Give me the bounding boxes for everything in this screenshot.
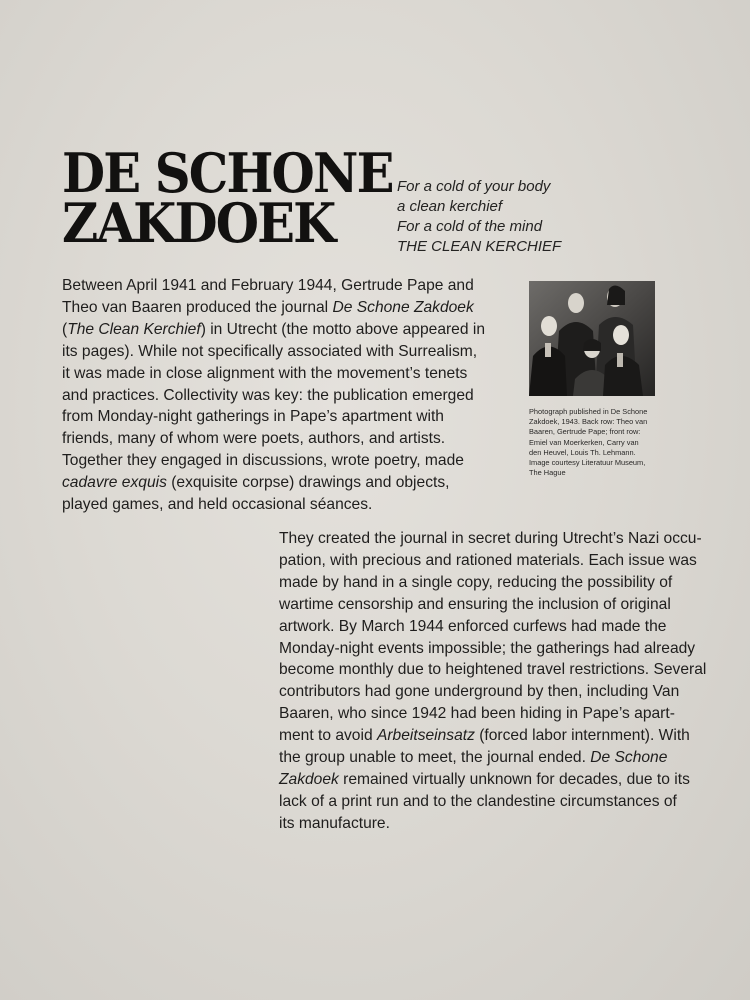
text-line: friends, many of whom were poets, authors, and artists. (62, 430, 446, 448)
text-line: become monthly due to heightened travel restrictions. Several (279, 661, 707, 679)
journal-name: De Schone Zakdoek (332, 298, 474, 316)
caption-line: den Heuvel, Louis Th. Lehmann. (529, 447, 636, 457)
caption-line: Photograph published in De Schone (529, 407, 648, 416)
text-line (62, 297, 512, 319)
motto-line-4: THE CLEAN KERCHIEF (397, 238, 562, 255)
text-line (279, 769, 719, 791)
text-line (279, 747, 719, 769)
text-span: the group unable to meet, the journal ended. (279, 749, 591, 767)
text-line: wartime censorship and ensuring the inclusion of original (279, 595, 671, 613)
journal-name: Zakdoek (279, 770, 339, 788)
text-line: and practices. Collectivity was key: the publication emerged (62, 386, 474, 404)
text-span: (forced labor internment). With (474, 727, 690, 745)
text-line: artwork. By March 1944 enforced curfews had made the (279, 617, 667, 635)
history-paragraph (279, 528, 719, 835)
caption-line: Zakdoek, 1943. Back row: Theo van (529, 417, 648, 427)
caption-line: Baaren, Gertrude Pape; front row: (529, 427, 641, 437)
text-line: lack of a print run and to the clandestine circumstances of (279, 792, 677, 810)
text-line: Baaren, who since 1942 had been hiding in Pape’s apart- (279, 705, 675, 723)
text-span: remained virtually unknown for decades, due to its (338, 770, 690, 788)
photo-caption (529, 407, 669, 478)
text-line: from Monday-night gatherings in Pape’s apartment with (62, 408, 444, 426)
caption-line: Image courtesy Literatuur Museum, (529, 458, 646, 468)
text-line: its pages). While not specifically associated with Surrealism, (62, 342, 478, 360)
caption-line: The Hague (529, 468, 566, 478)
arbeitseinsatz-term: Arbeitseinsatz (376, 727, 475, 745)
photo-illustration (529, 281, 655, 396)
caption-line: Emiel van Moerkerken, Carry van (529, 437, 639, 447)
text-line: contributors had gone underground by then, including Van (279, 683, 680, 701)
text-line: Between April 1941 and February 1944, Gertrude Pape and (62, 277, 474, 294)
text-line: it was made in close alignment with the movement’s tenets (62, 364, 468, 382)
text-line (279, 725, 719, 747)
exhibit-title (62, 141, 393, 255)
text-line: made by hand in a single copy, reducing the possibility of (279, 573, 673, 591)
text-line: played games, and held occasional séances. (62, 496, 373, 514)
cadavre-exquis-term: cadavre exquis (62, 474, 167, 492)
text-line (62, 319, 512, 341)
text-line (62, 472, 512, 494)
group-photograph (529, 281, 655, 396)
motto-line-1: For a cold of your body (397, 178, 551, 195)
journal-name: De Schone (590, 749, 668, 767)
motto-line-3: For a cold of the mind (397, 218, 543, 235)
text-line: They created the journal in secret during Utrecht’s Nazi occu- (279, 530, 702, 547)
text-span: (exquisite corpse) drawings and objects, (166, 474, 450, 492)
text-line: pation, with precious and rationed materials. Each issue was (279, 551, 697, 569)
intro-paragraph (62, 275, 512, 516)
text-span: ment to avoid (279, 727, 377, 745)
title-line-1: DE SCHONE (62, 141, 393, 205)
motto-line-2: a clean kerchief (397, 198, 503, 215)
text-span: ( (62, 320, 68, 338)
text-span: ) in Utrecht (the motto above appeared in (200, 320, 485, 338)
text-line: Monday-night events impossible; the gatherings had already (279, 639, 696, 657)
journal-motto (397, 177, 561, 257)
title-line-2: ZAKDOEK (62, 191, 335, 255)
journal-name-english: The Clean Kerchief (67, 320, 201, 338)
text-span: Theo van Baaren produced the journal (62, 298, 333, 316)
text-line: Together they engaged in discussions, wrote poetry, made (62, 452, 464, 470)
text-line: its manufacture. (279, 814, 390, 832)
